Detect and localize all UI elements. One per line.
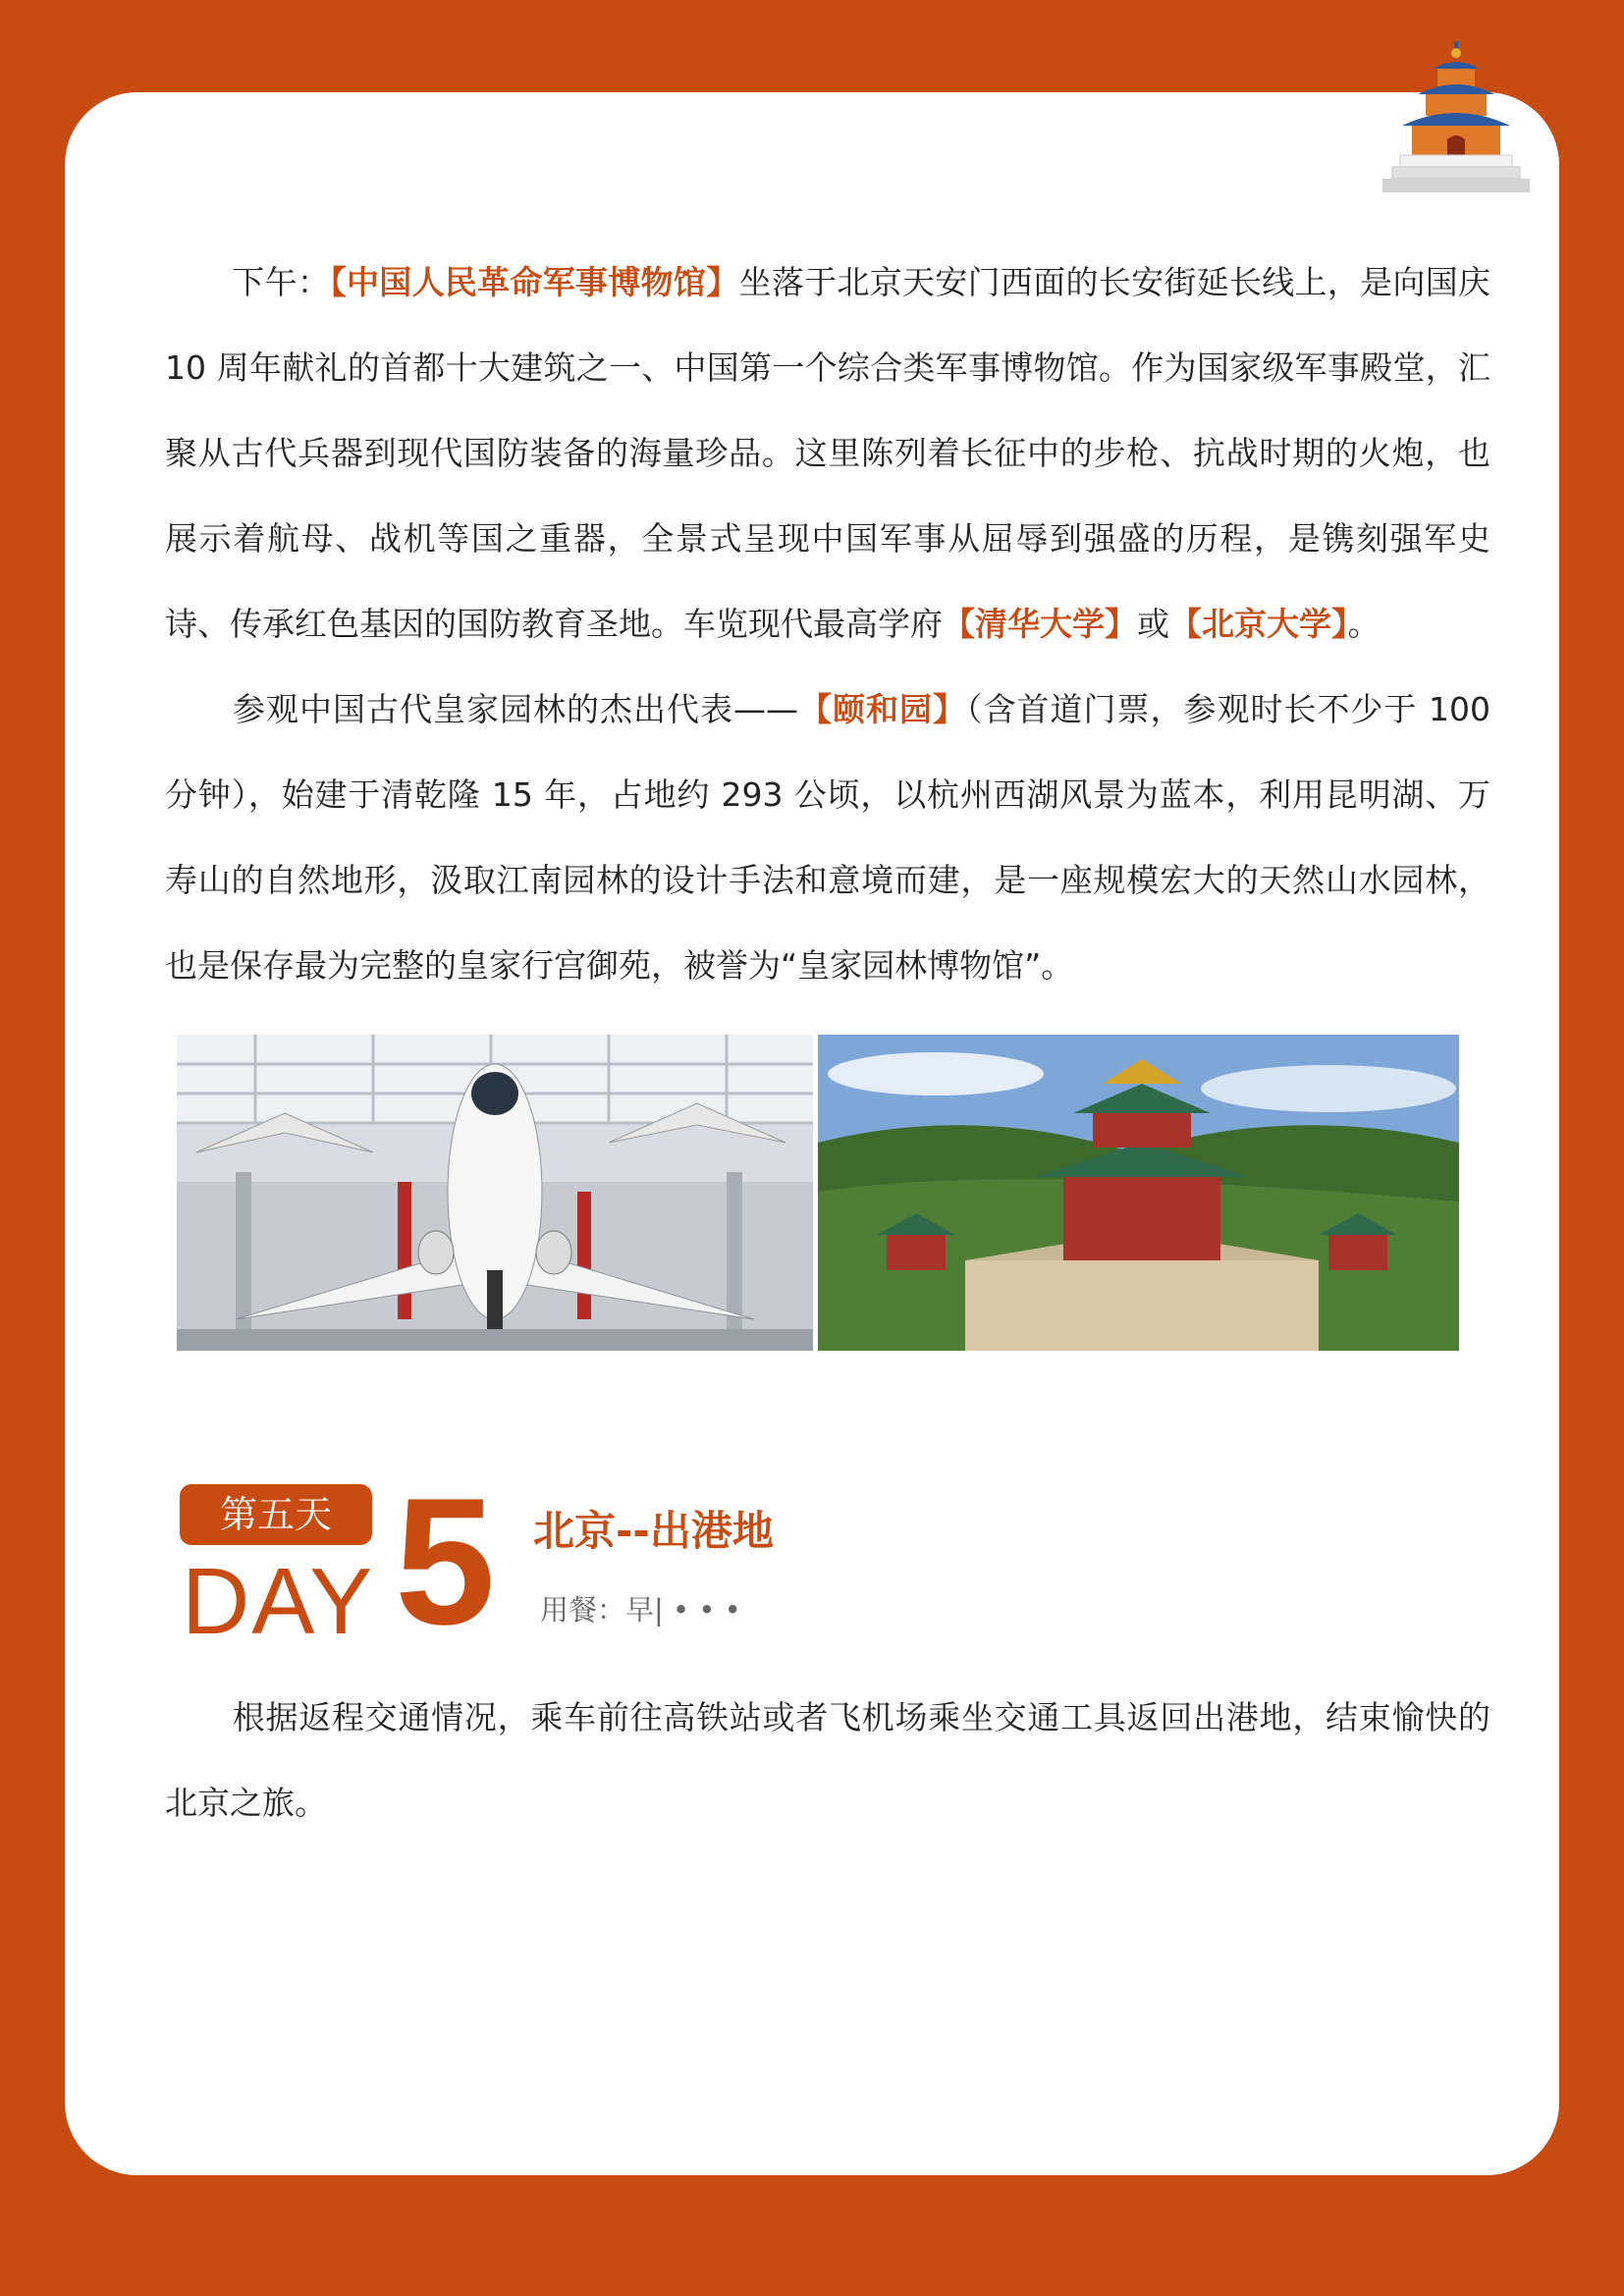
photo-summer-palace (818, 1035, 1459, 1351)
museum-description: 坐落于北京天安门西面的长安街延长线上，是向国庆 10 周年献礼的首都十大建筑之一、中国第一个综合类军事博物馆。作为国家级军事殿堂，汇聚从古代兵器到现代国防装备的海量珍品。这里陈列着长征中的步枪、抗战时期的火炮，也展示着航母、战机等国之重器，全景式呈现中国军事从屈辱到强盛的历程，是镌刻强军史诗、传承红色基因的国防教育圣地。车览现代最高学府 (165, 263, 1491, 643)
day-label: DAY (182, 1549, 375, 1654)
day-title: 北京--出港地 (533, 1507, 774, 1555)
sentence-end: 。 (1347, 605, 1380, 643)
highlight-summer-palace: 【颐和园】 (798, 690, 967, 728)
highlight-peking-university: 【北京大学】 (1169, 605, 1348, 643)
afternoon-label: 下午： (232, 263, 331, 301)
photo-military-museum (177, 1035, 813, 1351)
conjunction-text: 或 (1137, 605, 1169, 643)
highlight-tsinghua: 【清华大学】 (943, 605, 1137, 643)
paragraph-summer-palace (165, 667, 1490, 1008)
temple-of-heaven-icon (1382, 41, 1530, 196)
summer-palace-intro: 参观中国古代皇家园林的杰出代表—— (232, 690, 799, 728)
return-description: 根据返程交通情况，乘车前往高铁站或者飞机场乘坐交通工具返回出港地，结束愉快的北京之旅。 (165, 1698, 1490, 1822)
paragraph-return (165, 1675, 1490, 1845)
highlight-military-museum: 【中国人民革命军事博物馆】 (330, 263, 739, 301)
meals-info: 用餐：早| • • • (540, 1593, 741, 1627)
paragraph-museum (165, 240, 1490, 667)
day-number: 5 (395, 1460, 496, 1662)
day-badge: 第五天 (180, 1484, 372, 1545)
summer-palace-description: （含首道门票，参观时长不少于 100 分钟），始建于清乾隆 15 年，占地约 293 公顷，以杭州西湖风景为蓝本，利用昆明湖、万寿山的自然地形，汲取江南园林的设计手法和意境而建，是一座规模宏大的天然山水园林，也是保存最为完整的皇家行宫御苑，被誉为“皇家园林博物馆”。 (165, 690, 1491, 985)
